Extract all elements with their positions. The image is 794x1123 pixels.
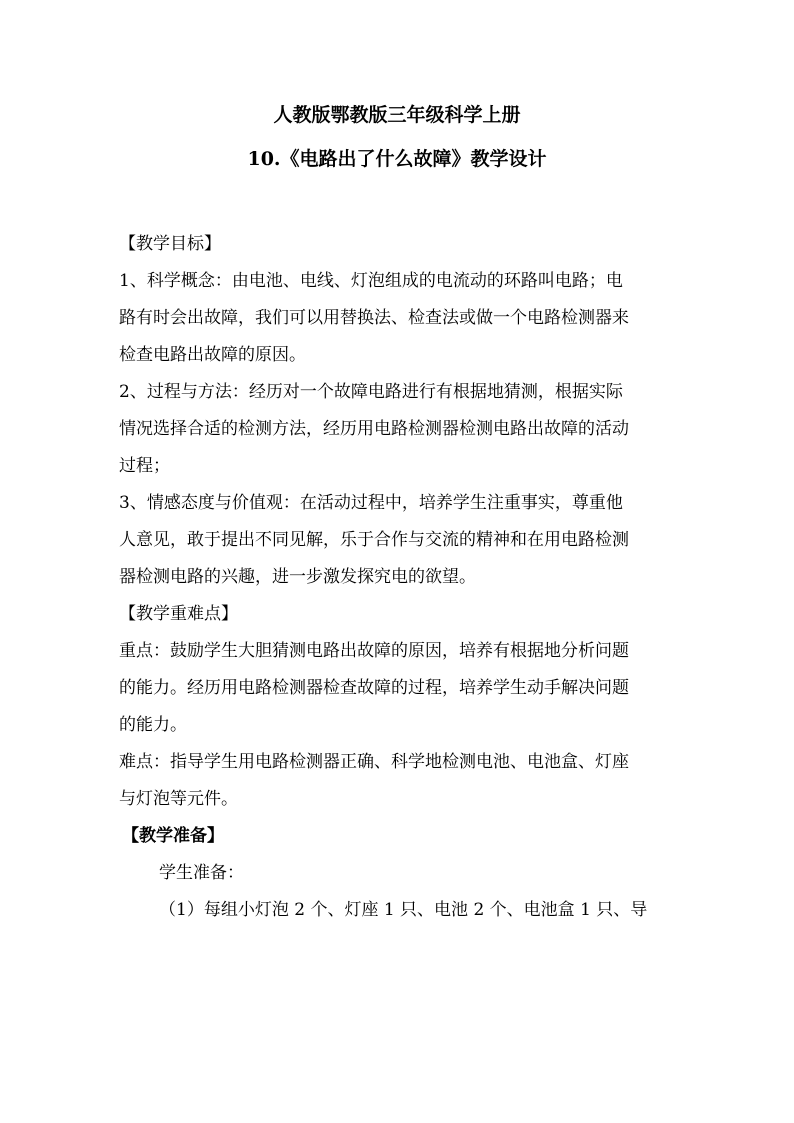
preparation-heading: 【教学准备】	[122, 826, 224, 846]
objectives-heading: 【教学目标】	[119, 234, 221, 254]
objective-3-line-1: 3、情感态度与价值观：在活动过程中，培养学生注重事实，尊重他	[119, 493, 623, 513]
difficult-point-line-1: 难点：指导学生用电路检测器正确、科学地检测电池、电池盒、灯座	[119, 752, 629, 772]
objective-1-line-2: 路有时会出故障，我们可以用替换法、检查法或做一个电路检测器来	[119, 308, 629, 328]
objective-2-line-3: 过程；	[119, 456, 170, 476]
objective-2-line-1: 2、过程与方法：经历对一个故障电路进行有根据地猜测，根据实际	[119, 382, 623, 402]
objective-item-3	[119, 485, 679, 596]
difficult-point-line-2: 与灯泡等元件。	[119, 789, 238, 809]
objective-1-line-1: 1、科学概念：由电池、电线、灯泡组成的电流动的环路叫电路；电	[119, 271, 623, 291]
student-preparation-label: 学生准备：	[159, 863, 244, 883]
objective-1-line-3: 检查电路出故障的原因。	[119, 345, 306, 365]
preparation-item-1	[119, 892, 679, 929]
key-points-heading: 【教学重难点】	[119, 604, 238, 624]
document-title: 人教版鄂教版三年级科学上册	[273, 104, 521, 126]
objective-3-line-2: 人意见，敢于提出不同见解，乐于合作与交流的精神和在用电路检测	[119, 530, 629, 550]
document-subtitle: 10.《电路出了什么故障》教学设计	[247, 148, 547, 170]
document-body	[119, 226, 679, 929]
objective-item-1	[119, 263, 679, 374]
difficult-point-paragraph	[119, 744, 679, 818]
key-point-paragraph	[119, 633, 679, 744]
preparation-item-1-text: （1）每组小灯泡 2 个、灯座 1 只、电池 2 个、电池盒 1 只、导	[159, 900, 648, 920]
key-point-line-3: 的能力。	[119, 715, 187, 735]
key-point-line-2: 的能力。经历用电路检测器检查故障的过程，培养学生动手解决问题	[119, 678, 629, 698]
objective-3-line-3: 器检测电路的兴趣，进一步激发探究电的欲望。	[119, 567, 476, 587]
objective-item-2	[119, 374, 679, 485]
objective-2-line-2: 情况选择合适的检测方法，经历用电路检测器检测电路出故障的活动	[119, 419, 629, 439]
key-point-line-1: 重点：鼓励学生大胆猜测电路出故障的原因，培养有根据地分析问题	[119, 641, 629, 661]
